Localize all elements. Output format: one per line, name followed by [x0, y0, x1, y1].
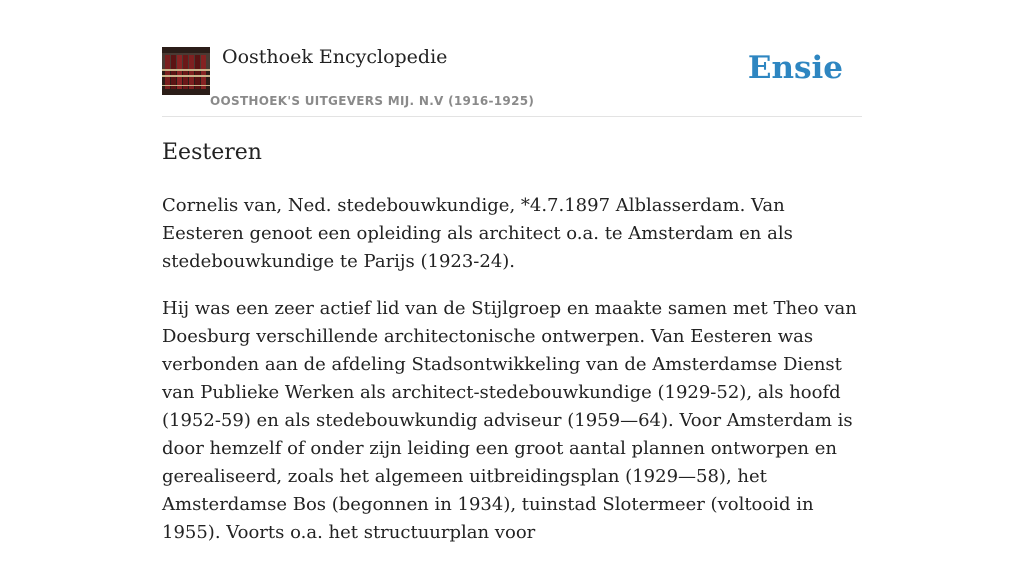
encyclopedia-books-logo[interactable] — [162, 47, 210, 95]
article-paragraph: Cornelis van, Ned. stedebouwkundige, *4.7.1897 Alblasserdam. Van Eesteren genoot een opleiding als architect o.a. te Amsterdam en als stedebouwkundige te Parijs (1923-24). — [162, 195, 793, 272]
article-paragraph: Hij was een zeer actief lid van de Stijlgroep en maakte samen met Theo van Doesburg verschillende architectonische ontwerpen. Van Eesteren was verbonden aan de afdeling Stadsontwikkeling van de Amsterdamse Dienst van Publieke Werken als architect-stedebouwkundige (1929-52), als hoofd (1952-59) en als stedebouwkundig adviseur (1959—64). Voor Amsterdam is door hemzelf of onder zijn leiding een groot aantal plannen ontworpen en gerealiseerd, zoals het algemeen uitbreidingsplan (1929—58), het Amsterdamse Bos (begonnen in 1934), tuinstad Slotermeer (voltooid in 1955). Voorts o.a. het structuurplan voor — [162, 298, 857, 543]
site-name[interactable]: Oosthoek Encyclopedie — [222, 46, 448, 68]
ensie-logo[interactable]: Ensie — [747, 50, 843, 86]
article-title: Eesteren — [162, 140, 262, 165]
publisher-label: OOSTHOEK'S UITGEVERS MIJ. N.V (1916-1925) — [210, 94, 535, 108]
books-icon — [162, 47, 210, 95]
article-body — [162, 192, 862, 566]
site-header — [162, 0, 862, 117]
